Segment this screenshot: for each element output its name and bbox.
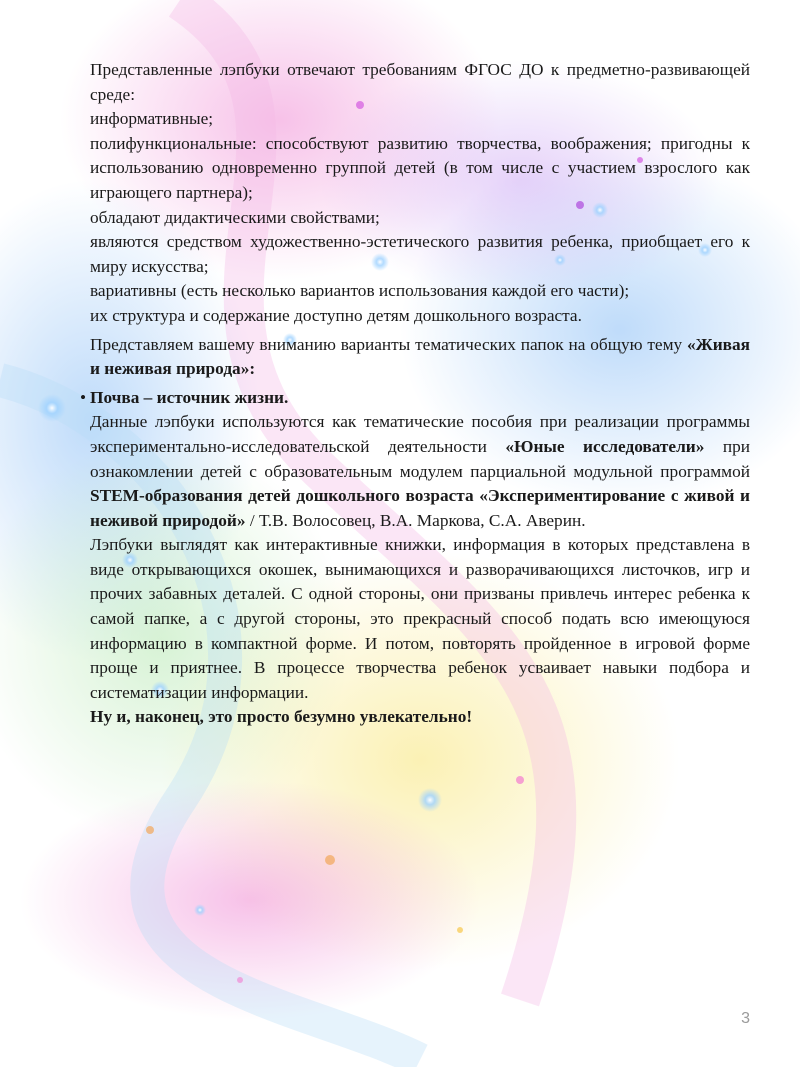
offer-theme: «Живая и неживая природа»: bbox=[90, 334, 750, 379]
feature-item: обладают дидактическими свойствами; bbox=[90, 207, 380, 227]
page-number: 3 bbox=[741, 1010, 750, 1027]
lapbook-description: Лэпбуки выглядят как интерактивные книжки, информация в которых представлена в виде открывающихся окошек, вынимающихся и разворачивающихся листочков, игр и прочих забавных деталей. С одной стороны, они призваны привлечь интерес ребенка к самой папке, а с другой стороны, это прекрасный способ подать всю имеющуюся информацию в компактной форме. И потом, повторять пройденное в игровой форме проще и приятнее. В процессе творчества ребенок усваивает навыки подбора и систематизации информации. bbox=[90, 535, 750, 702]
slide-text bbox=[80, 58, 750, 730]
feature-item: вариативны (есть несколько вариантов использования каждой его части); bbox=[90, 281, 630, 301]
feature-item: полифункциональные: способствуют развитию творчества, воображения; пригодны к использованию одновременно группой детей (в том числе с участием взрослого как играющего партнера); bbox=[90, 133, 750, 202]
closing-line: Ну и, наконец, это просто безумно увлекательно! bbox=[90, 707, 473, 727]
bullet-icon: • bbox=[80, 387, 87, 407]
offer-paragraph bbox=[90, 333, 750, 382]
offer-text: Представляем вашему вниманию варианты тематических папок на общую тему bbox=[90, 334, 687, 354]
feature-item: являются средством художественно-эстетического развития ребенка, приобщает его к миру искусства; bbox=[90, 232, 750, 276]
intro-paragraph: Представленные лэпбуки отвечают требованиям ФГОС ДО к предметно-развивающей среде: bbox=[90, 60, 750, 104]
topic-block bbox=[80, 386, 750, 730]
topic-description: Данные лэпбуки используются как тематические пособия при реализации программы экспериментально-исследовательской деятельности «Юные исследователи» при ознакомлении детей с образовательным модулем парциальной модульной программой STEM-образования детей дошкольного возраста «Экспериментирование с живой и неживой природой» / Т.В. Волосовец, В.А. Маркова, С.А. Аверин. bbox=[90, 412, 750, 530]
topic-title: Почва – источник жизни. bbox=[90, 387, 289, 407]
feature-item: информативные; bbox=[90, 109, 214, 129]
feature-item: их структура и содержание доступно детям дошкольного возраста. bbox=[90, 305, 582, 325]
